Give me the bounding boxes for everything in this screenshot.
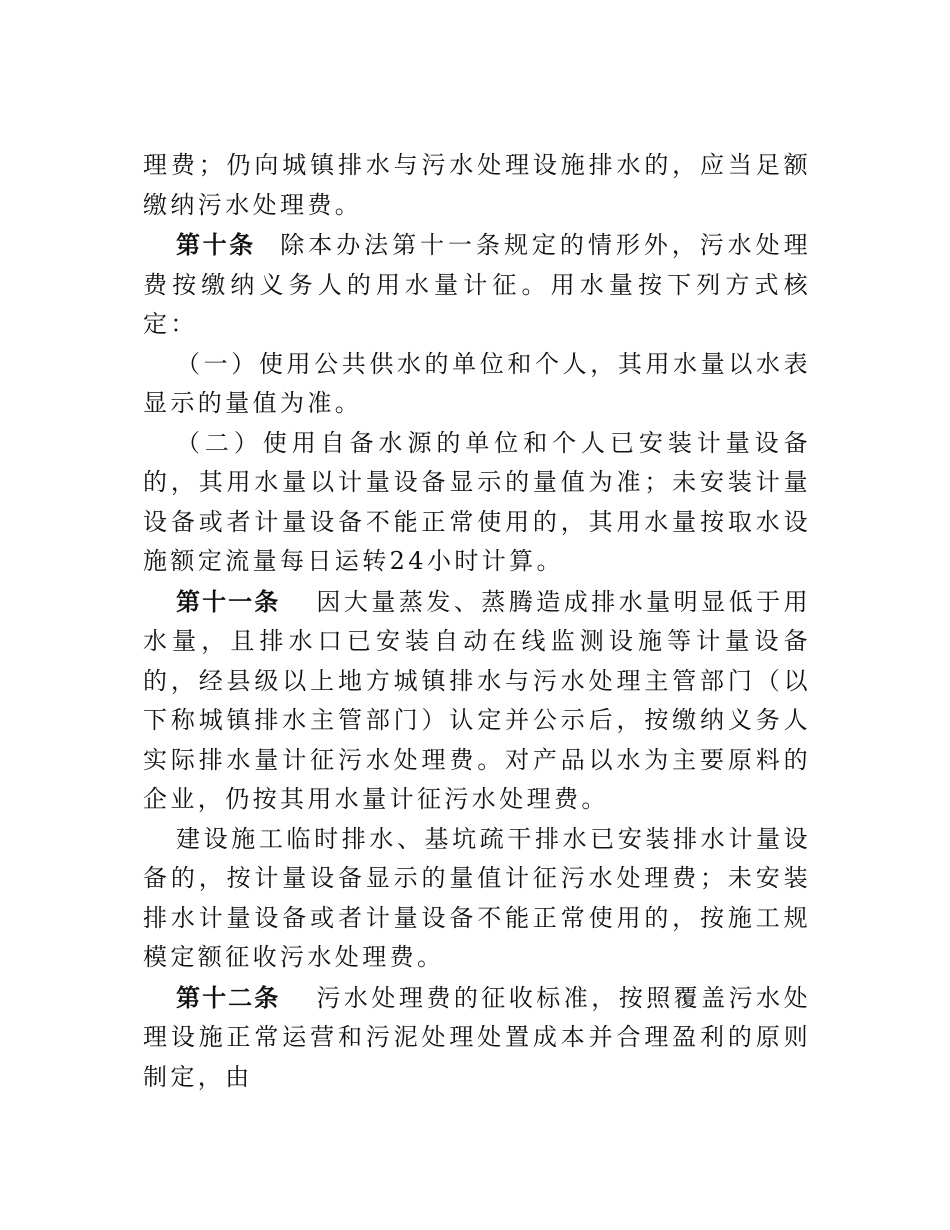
paragraph-text: 理费；仍向城镇排水与污水处理设施排水的，应当足额缴纳污水处理费。 bbox=[143, 151, 811, 219]
article-10-title: 第十条 bbox=[176, 230, 256, 259]
item-2-text: （二）使用自备水源的单位和个人已安装计量设备的，其用水量以计量设备显示的量值为准；未安装计量设备或者计量设备不能正常使用的，其用水量按取水设施额定流量每日运转24小时计算。 bbox=[143, 428, 811, 575]
article-12 bbox=[143, 978, 811, 1098]
article-12-title: 第十二条 bbox=[176, 982, 281, 1012]
article-11-text: 因大量蒸发、蒸腾造成排水量明显低于用水量，且排水口已安装自动在线监测设施等计量设备的，经县级以上地方城镇排水与污水处理主管部门（以下称城镇排水主管部门）认定并公示后，按缴纳义务人实际排水量计征污水处理费。对产品以水为主要原料的企业，仍按其用水量计征污水处理费。 bbox=[143, 587, 811, 813]
item-1-text: （一）使用公共供水的单位和个人，其用水量以水表显示的量值为准。 bbox=[143, 349, 811, 417]
article-10-text: 除本办法第十一条规定的情形外，污水处理费按缴纳义务人的用水量计征。用水量按下列方式核定： bbox=[143, 231, 812, 338]
article-11-title: 第十一条 bbox=[176, 586, 281, 616]
article-11-paragraph-2 bbox=[143, 820, 811, 978]
article-10-item-1 bbox=[143, 345, 811, 424]
paragraph-continuation bbox=[143, 146, 811, 225]
article-12-text: 污水处理费的征收标准，按照覆盖污水处理设施正常运营和污泥处理处置成本并合理盈利的原则制定，由 bbox=[143, 983, 811, 1091]
article-10 bbox=[143, 225, 811, 345]
article-10-item-2 bbox=[143, 424, 811, 582]
document-body bbox=[143, 146, 811, 1097]
article-11-paragraph-2-text: 建设施工临时排水、基坑疏干排水已安装排水计量设备的，按计量设备显示的量值计征污水处理费；未安装排水计量设备或者计量设备不能正常使用的，按施工规模定额征收污水处理费。 bbox=[143, 824, 811, 971]
article-11 bbox=[143, 582, 811, 820]
